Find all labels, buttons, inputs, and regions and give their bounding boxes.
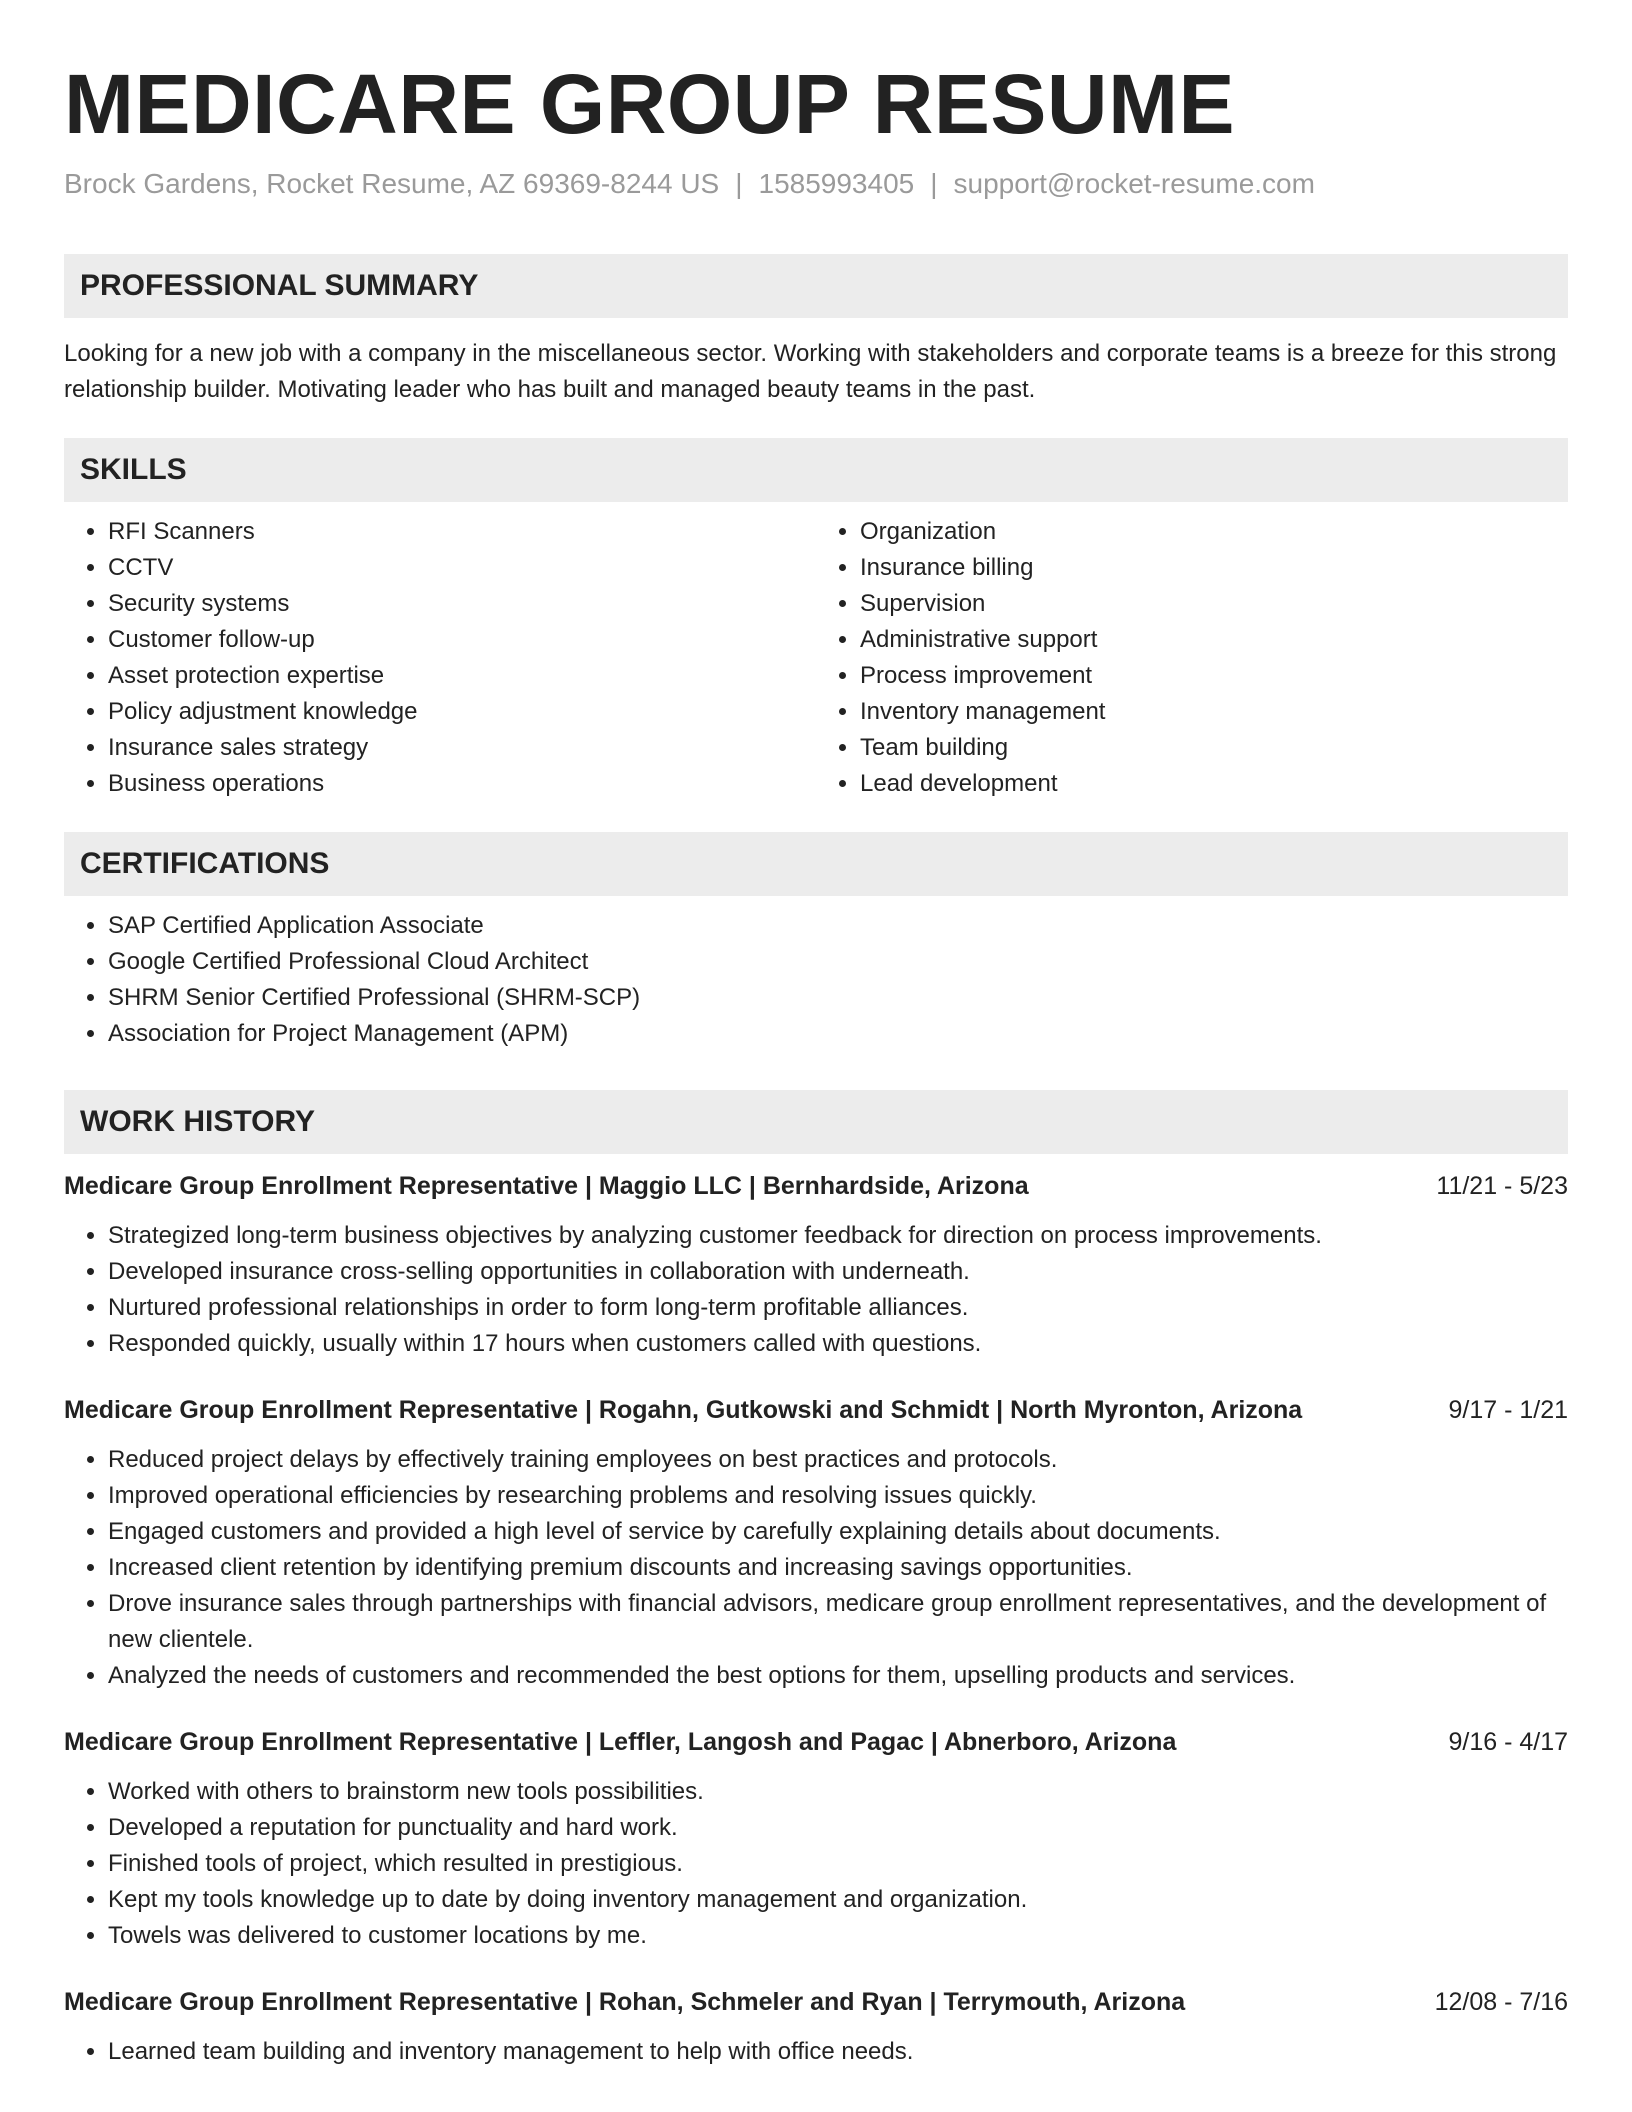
job-dates: 11/21 - 5/23 [1436,1172,1568,1200]
skill-item: • Asset protection expertise [108,658,816,694]
work-history-heading: WORK HISTORY [64,1090,1568,1154]
certifications-list [64,908,1568,1052]
skills-right-column [816,514,1568,802]
certification-item: • Google Certified Professional Cloud Architect [108,944,1568,980]
contact-address: Brock Gardens, Rocket Resume, AZ 69369-8244 US [64,168,720,199]
skill-item: • Insurance sales strategy [108,730,816,766]
skill-item: • Supervision [860,586,1568,622]
job-bullet: • Developed insurance cross-selling opportunities in collaboration with underneath. [108,1254,1568,1290]
job-title: Medicare Group Enrollment Representative | Maggio LLC | Bernhardside, Arizona [64,1172,1029,1200]
job-bullet: • Increased client retention by identifying premium discounts and increasing savings opportunities. [108,1550,1568,1586]
job-bullet: • Strategized long-term business objectives by analyzing customer feedback for direction on process improvements. [108,1218,1568,1254]
job-bullet: • Kept my tools knowledge up to date by doing inventory management and organization. [108,1882,1568,1918]
job-bullet: • Nurtured professional relationships in order to form long-term profitable alliances. [108,1290,1568,1326]
skill-item: • Security systems [108,586,816,622]
job-bullet: • Reduced project delays by effectively training employees on best practices and protocols. [108,1442,1568,1478]
job-entry [64,1392,1568,1694]
job-entry [64,1724,1568,1954]
work-history-list [64,1168,1568,2070]
skill-item: • Policy adjustment knowledge [108,694,816,730]
job-dates: 12/08 - 7/16 [1434,1988,1568,2016]
contact-email: support@rocket-resume.com [953,168,1315,199]
skill-item: • Process improvement [860,658,1568,694]
job-dates: 9/17 - 1/21 [1448,1396,1568,1424]
skill-item: • CCTV [108,550,816,586]
skill-item: • Business operations [108,766,816,802]
skills-list [64,514,1568,802]
job-bullet: • Analyzed the needs of customers and recommended the best options for them, upselling products and services. [108,1658,1568,1694]
job-bullet: • Worked with others to brainstorm new tools possibilities. [108,1774,1568,1810]
job-bullet: • Drove insurance sales through partnerships with financial advisors, medicare group enrollment representatives, and the development of new clientele. [108,1586,1568,1658]
job-bullet: • Engaged customers and provided a high level of service by carefully explaining details about documents. [108,1514,1568,1550]
job-bullet: • Towels was delivered to customer locations by me. [108,1918,1568,1954]
summary-heading: PROFESSIONAL SUMMARY [64,254,1568,318]
skill-item: • Organization [860,514,1568,550]
skill-item: • Lead development [860,766,1568,802]
job-title: Medicare Group Enrollment Representative | Rogahn, Gutkowski and Schmidt | North Myronton, Arizona [64,1396,1303,1424]
job-dates: 9/16 - 4/17 [1448,1728,1568,1756]
job-title: Medicare Group Enrollment Representative | Rohan, Schmeler and Ryan | Terrymouth, Arizona [64,1988,1186,2016]
job-bullet: • Learned team building and inventory management to help with office needs. [108,2034,1568,2070]
job-bullet: • Improved operational efficiencies by researching problems and resolving issues quickly. [108,1478,1568,1514]
skill-item: • RFI Scanners [108,514,816,550]
resume-title: MEDICARE GROUP RESUME [64,57,1236,151]
skill-item: • Inventory management [860,694,1568,730]
certification-item: • Association for Project Management (APM) [108,1016,1568,1052]
job-entry [64,1984,1568,2070]
contact-separator: | [735,168,743,199]
contact-line [64,166,1568,202]
job-bullet: • Developed a reputation for punctuality and hard work. [108,1810,1568,1846]
skill-item: • Insurance billing [860,550,1568,586]
skills-left-column [64,514,816,802]
skill-item: • Team building [860,730,1568,766]
skill-item: • Customer follow-up [108,622,816,658]
skills-heading: SKILLS [64,438,1568,502]
summary-text: Looking for a new job with a company in the miscellaneous sector. Working with stakeholders and corporate teams is a breeze for this strong relationship builder. Motivating leader who has built and managed beauty teams in the past. [64,340,1557,403]
job-bullet: • Finished tools of project, which resulted in prestigious. [108,1846,1568,1882]
job-entry [64,1168,1568,1362]
certification-item: • SAP Certified Application Associate [108,908,1568,944]
contact-separator: | [930,168,938,199]
certifications-heading: CERTIFICATIONS [64,832,1568,896]
job-title: Medicare Group Enrollment Representative | Leffler, Langosh and Pagac | Abnerboro, Arizona [64,1728,1177,1756]
contact-phone: 1585993405 [758,168,915,199]
certification-item: • SHRM Senior Certified Professional (SHRM-SCP) [108,980,1568,1016]
job-bullet: • Responded quickly, usually within 17 hours when customers called with questions. [108,1326,1568,1362]
skill-item: • Administrative support [860,622,1568,658]
